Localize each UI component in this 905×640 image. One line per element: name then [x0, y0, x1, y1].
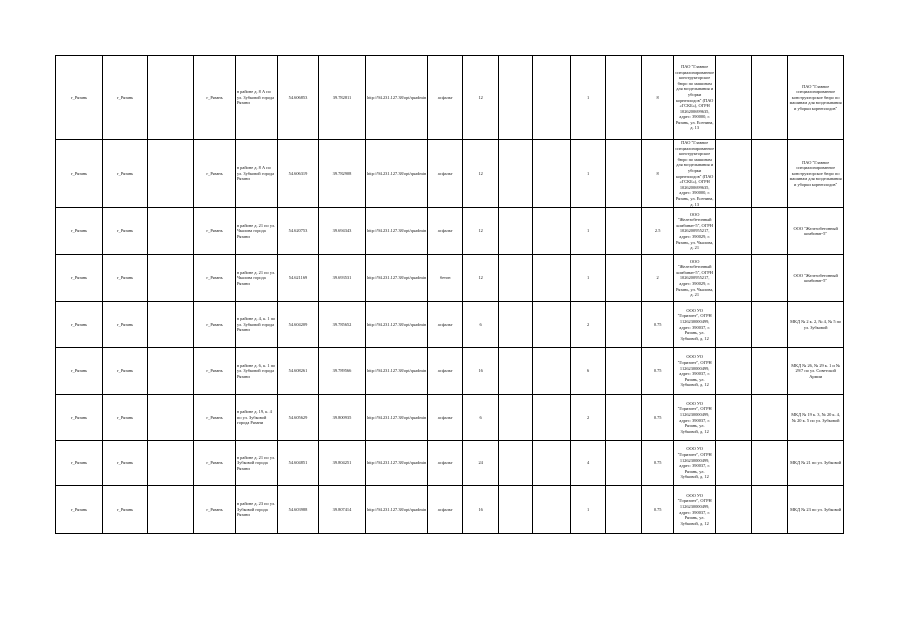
cell-district: г_Рязань [103, 441, 148, 486]
cell-region: г_Рязань [56, 395, 103, 441]
cell-lon: 39.807414 [319, 486, 366, 534]
cell-district: г_Рязань [103, 486, 148, 534]
empty-cell [716, 395, 752, 441]
empty-cell [533, 486, 571, 534]
cell-region: г_Рязань [56, 441, 103, 486]
empty-cell [752, 140, 788, 208]
cell-city: г_Рязань [194, 441, 236, 486]
empty-cell [606, 348, 642, 395]
cell-district: г_Рязань [103, 395, 148, 441]
cell-area: 12 [463, 255, 499, 302]
cell-containers: 4 [571, 441, 606, 486]
cell-owner: ООО УО "Горизонт", ОГРН 1126230000499, адрес: 390037, г. Рязань, ул. Зубковой, д. 12 [674, 348, 716, 395]
empty-cell [148, 302, 194, 348]
cell-address: в районе д. 8 А по ул. Зубковой города Рязани [236, 140, 278, 208]
cell-lat: 54.604209 [278, 302, 319, 348]
empty-cell [716, 140, 752, 208]
cell-owner: ПАО "Главное специализированное конструкторское бюро по машинам для возделывания и уборки корнеплодов" (ПАО «ГСКБ»), ОГРН 1026200699635, адрес: 390000, г. Рязань, ул. Есенина, д. 13 [675, 140, 715, 207]
cell-address: в районе д. 21 по ул. Чкалова города Рязани [236, 255, 278, 302]
empty-cell [499, 486, 533, 534]
cell-city: г_Рязань [194, 486, 236, 534]
cell-source: МКД № 2 к. 2, № 4, № 5 по ул. Зубковой [788, 302, 844, 348]
cell-lat: 54.606853 [278, 56, 319, 140]
cell-city: г_Рязань [194, 302, 236, 348]
cell-address: в районе д. 19, к. 4 по ул. Зубковой города Рязани [236, 395, 278, 441]
cell-surface: асфальт [428, 56, 463, 140]
cell-surface: бетон [428, 255, 463, 302]
cell-surface: асфальт [428, 302, 463, 348]
empty-cell [533, 255, 571, 302]
empty-cell [716, 255, 752, 302]
cell-containers: 1 [571, 208, 606, 255]
empty-cell [533, 441, 571, 486]
empty-cell [533, 140, 571, 208]
cell-district: г_Рязань [103, 56, 148, 140]
table-row [56, 486, 844, 534]
empty-cell [606, 441, 642, 486]
cell-district: г_Рязань [103, 302, 148, 348]
cell-region: г_Рязань [56, 56, 103, 140]
cell-district: г_Рязань [103, 255, 148, 302]
cell-lat: 54.621169 [278, 255, 319, 302]
empty-cell [148, 140, 194, 208]
cell-source: МКД № 23 по ул. Зубковой [788, 486, 844, 534]
empty-cell [499, 302, 533, 348]
empty-cell [606, 255, 642, 302]
cell-containers: 6 [571, 348, 606, 395]
cell-area: 12 [463, 140, 499, 208]
cell-lon: 39.804251 [319, 441, 366, 486]
empty-cell [716, 441, 752, 486]
cell-volume: 0.75 [642, 486, 674, 534]
cell-address: в районе д. 21 по ул. Чкалова города Рязани [236, 208, 278, 255]
empty-cell [499, 348, 533, 395]
cell-containers: 1 [571, 56, 606, 140]
cell-owner: ООО УО "Горизонт", ОГРН 1126230000499, адрес: 390037, г. Рязань, ул. Зубковой, д. 12 [674, 441, 716, 486]
empty-cell [533, 348, 571, 395]
cell-surface: асфальт [428, 486, 463, 534]
cell-city: г_Рязань [194, 208, 236, 255]
empty-cell [499, 441, 533, 486]
cell-city: г_Рязань [194, 140, 236, 208]
cell-containers: 1 [571, 140, 606, 208]
cell-link: http://94.231.127.38/opt/quadmin [366, 302, 428, 348]
empty-cell [606, 395, 642, 441]
empty-cell [533, 302, 571, 348]
empty-cell [752, 441, 788, 486]
empty-cell [148, 208, 194, 255]
cell-lon: 39.800935 [319, 395, 366, 441]
empty-cell [606, 208, 642, 255]
empty-cell [533, 208, 571, 255]
cell-owner: ООО "Железобетонный комбинат-5", ОГРН 1026200955217, адрес: 390029, г. Рязань, ул. Чкалова, д. 21 [674, 208, 716, 255]
empty-cell [606, 140, 642, 208]
cell-city: г_Рязань [194, 56, 236, 140]
cell-lat: 54.606319 [278, 140, 319, 208]
cell-volume: 2 [642, 255, 674, 302]
cell-source: ООО "Железобетонный комбинат-5" [788, 255, 844, 302]
empty-cell [716, 208, 752, 255]
cell-link: http://94.231.127.38/opt/quadmin [366, 486, 428, 534]
empty-cell [499, 140, 533, 208]
cell-owner: ООО УО "Горизонт", ОГРН 1126230000499, адрес: 390037, г. Рязань, ул. Зубковой, д. 12 [674, 486, 716, 534]
empty-cell [606, 302, 642, 348]
cell-owner: ПАО "Главное специализированное конструкторское бюро по машинам для возделывания и уборки корнеплодов" (ПАО «ГСКБ»), ОГРН 1026200699635, адрес: 390000, г. Рязань, ул. Есенина, д. 13 [674, 56, 716, 140]
cell-region: г_Рязань [56, 140, 103, 208]
empty-cell [499, 255, 533, 302]
empty-cell [716, 56, 752, 140]
cell-city: г_Рязань [194, 395, 236, 441]
table-row [56, 348, 844, 395]
cell-lat: 54.608261 [278, 348, 319, 395]
cell-area: 16 [463, 348, 499, 395]
cell-volume: 8 [642, 56, 674, 140]
empty-cell [752, 395, 788, 441]
cell-containers: 2 [571, 302, 606, 348]
cell-link: http://94.231.127.38/opt/quadmin [366, 255, 428, 302]
cell-containers: 1 [571, 486, 606, 534]
cell-surface: асфальт [428, 140, 463, 208]
cell-region: г_Рязань [56, 208, 103, 255]
cell-district: г_Рязань [103, 348, 148, 395]
cell-link: http://94.231.127.38/opt/quadmin [366, 348, 428, 395]
cell-source: ПАО "Главное специализированное конструкторское бюро по машинам для возделывания и уборки корнеплодов" [788, 140, 844, 208]
cell-area: 6 [463, 395, 499, 441]
cell-source: МКД № 19 к. 3, № 20 к. 4, № 20 к. 5 по ул. Зубковой [788, 395, 844, 441]
cell-volume: 0.75 [642, 302, 674, 348]
empty-cell [148, 441, 194, 486]
cell-lat: 54.620753 [278, 208, 319, 255]
cell-lat: 54.603988 [278, 486, 319, 534]
cell-region: г_Рязань [56, 486, 103, 534]
cell-volume: 0.75 [642, 348, 674, 395]
cell-owner: ООО УО "Горизонт", ОГРН 1126230000499, адрес: 390037, г. Рязань, ул. Зубковой, д. 12 [674, 302, 716, 348]
table-row [56, 208, 844, 255]
cell-area: 6 [463, 302, 499, 348]
cell-volume: 0.75 [642, 395, 674, 441]
cell-owner: ООО УО "Горизонт", ОГРН 1126230000499, адрес: 390037, г. Рязань, ул. Зубковой, д. 12 [674, 395, 716, 441]
empty-cell [716, 486, 752, 534]
empty-cell [148, 348, 194, 395]
cell-lon: 39.693531 [319, 255, 366, 302]
table-row [56, 395, 844, 441]
cell-volume: 2.5 [642, 208, 674, 255]
table-row [56, 56, 844, 140]
cell-link: http://94.231.127.38/opt/quadmin [366, 56, 428, 140]
cell-source: ПАО "Главное специализированное конструкторское бюро по машинам для возделывания и уборки корнеплодов" [788, 56, 844, 140]
table-row [56, 302, 844, 348]
cell-address: в районе д. 23 по ул. Зубковой города Рязани [236, 486, 278, 534]
cell-volume: 0.75 [642, 441, 674, 486]
empty-cell [148, 255, 194, 302]
cell-link: http://94.231.127.38/opt/quadmin [366, 395, 428, 441]
cell-surface: асфальт [428, 441, 463, 486]
cell-address: в районе д. 6, к. 1 по ул. Зубковой города Рязани [236, 348, 278, 395]
empty-cell [752, 56, 788, 140]
cell-lon: 39.789566 [319, 348, 366, 395]
empty-cell [499, 56, 533, 140]
cell-surface: асфальт [428, 348, 463, 395]
cell-area: 16 [463, 486, 499, 534]
cell-containers: 1 [571, 255, 606, 302]
cell-city: г_Рязань [194, 255, 236, 302]
cell-lat: 54.605629 [278, 395, 319, 441]
table-row [56, 140, 844, 208]
empty-cell [148, 56, 194, 140]
cell-lon: 39.694343 [319, 208, 366, 255]
empty-cell [752, 302, 788, 348]
cell-address: в районе д. 21 по ул. Зубковой города Рязани [236, 441, 278, 486]
registry-table [55, 55, 844, 534]
cell-region: г_Рязань [56, 255, 103, 302]
cell-source: МКД № 21 по ул. Зубковой [788, 441, 844, 486]
cell-district: г_Рязань [103, 140, 148, 208]
empty-cell [716, 348, 752, 395]
cell-link: http://94.231.127.38/opt/quadmin [366, 140, 428, 208]
empty-cell [752, 348, 788, 395]
table-row [56, 441, 844, 486]
empty-cell [752, 255, 788, 302]
cell-lon: 39.782811 [319, 56, 366, 140]
cell-link: http://94.231.127.38/opt/quadmin [366, 208, 428, 255]
cell-containers: 2 [571, 395, 606, 441]
cell-area: 12 [463, 208, 499, 255]
empty-cell [533, 395, 571, 441]
empty-cell [752, 208, 788, 255]
cell-lat: 54.604851 [278, 441, 319, 486]
cell-volume: 8 [642, 140, 674, 208]
empty-cell [752, 486, 788, 534]
cell-district: г_Рязань [103, 208, 148, 255]
empty-cell [148, 486, 194, 534]
empty-cell [148, 395, 194, 441]
empty-cell [606, 486, 642, 534]
cell-link: http://94.231.127.38/opt/quadmin [366, 441, 428, 486]
cell-source: ООО "Железобетонный комбинат-5" [788, 208, 844, 255]
table-row [56, 255, 844, 302]
cell-region: г_Рязань [56, 302, 103, 348]
cell-city: г_Рязань [194, 348, 236, 395]
cell-region: г_Рязань [56, 348, 103, 395]
cell-surface: асфальт [428, 208, 463, 255]
cell-address: в районе д. 8 А по ул. Зубковой города Рязани [236, 56, 278, 140]
cell-lon: 39.785652 [319, 302, 366, 348]
cell-address: в районе д. 4, к. 1 по ул. Зубковой города Рязани [236, 302, 278, 348]
empty-cell [716, 302, 752, 348]
empty-cell [606, 56, 642, 140]
cell-source: МКД № 26, № 29 к. 1 и № 29/7 по ул. Советской Армии [788, 348, 844, 395]
cell-owner: ООО "Железобетонный комбинат-5", ОГРН 1026200955217, адрес: 390029, г. Рязань, ул. Чкалова, д. 21 [674, 255, 716, 302]
cell-lon: 39.782908 [319, 140, 366, 208]
cell-area: 12 [463, 56, 499, 140]
empty-cell [499, 208, 533, 255]
empty-cell [533, 56, 571, 140]
cell-area: 24 [463, 441, 499, 486]
cell-surface: асфальт [428, 395, 463, 441]
empty-cell [499, 395, 533, 441]
